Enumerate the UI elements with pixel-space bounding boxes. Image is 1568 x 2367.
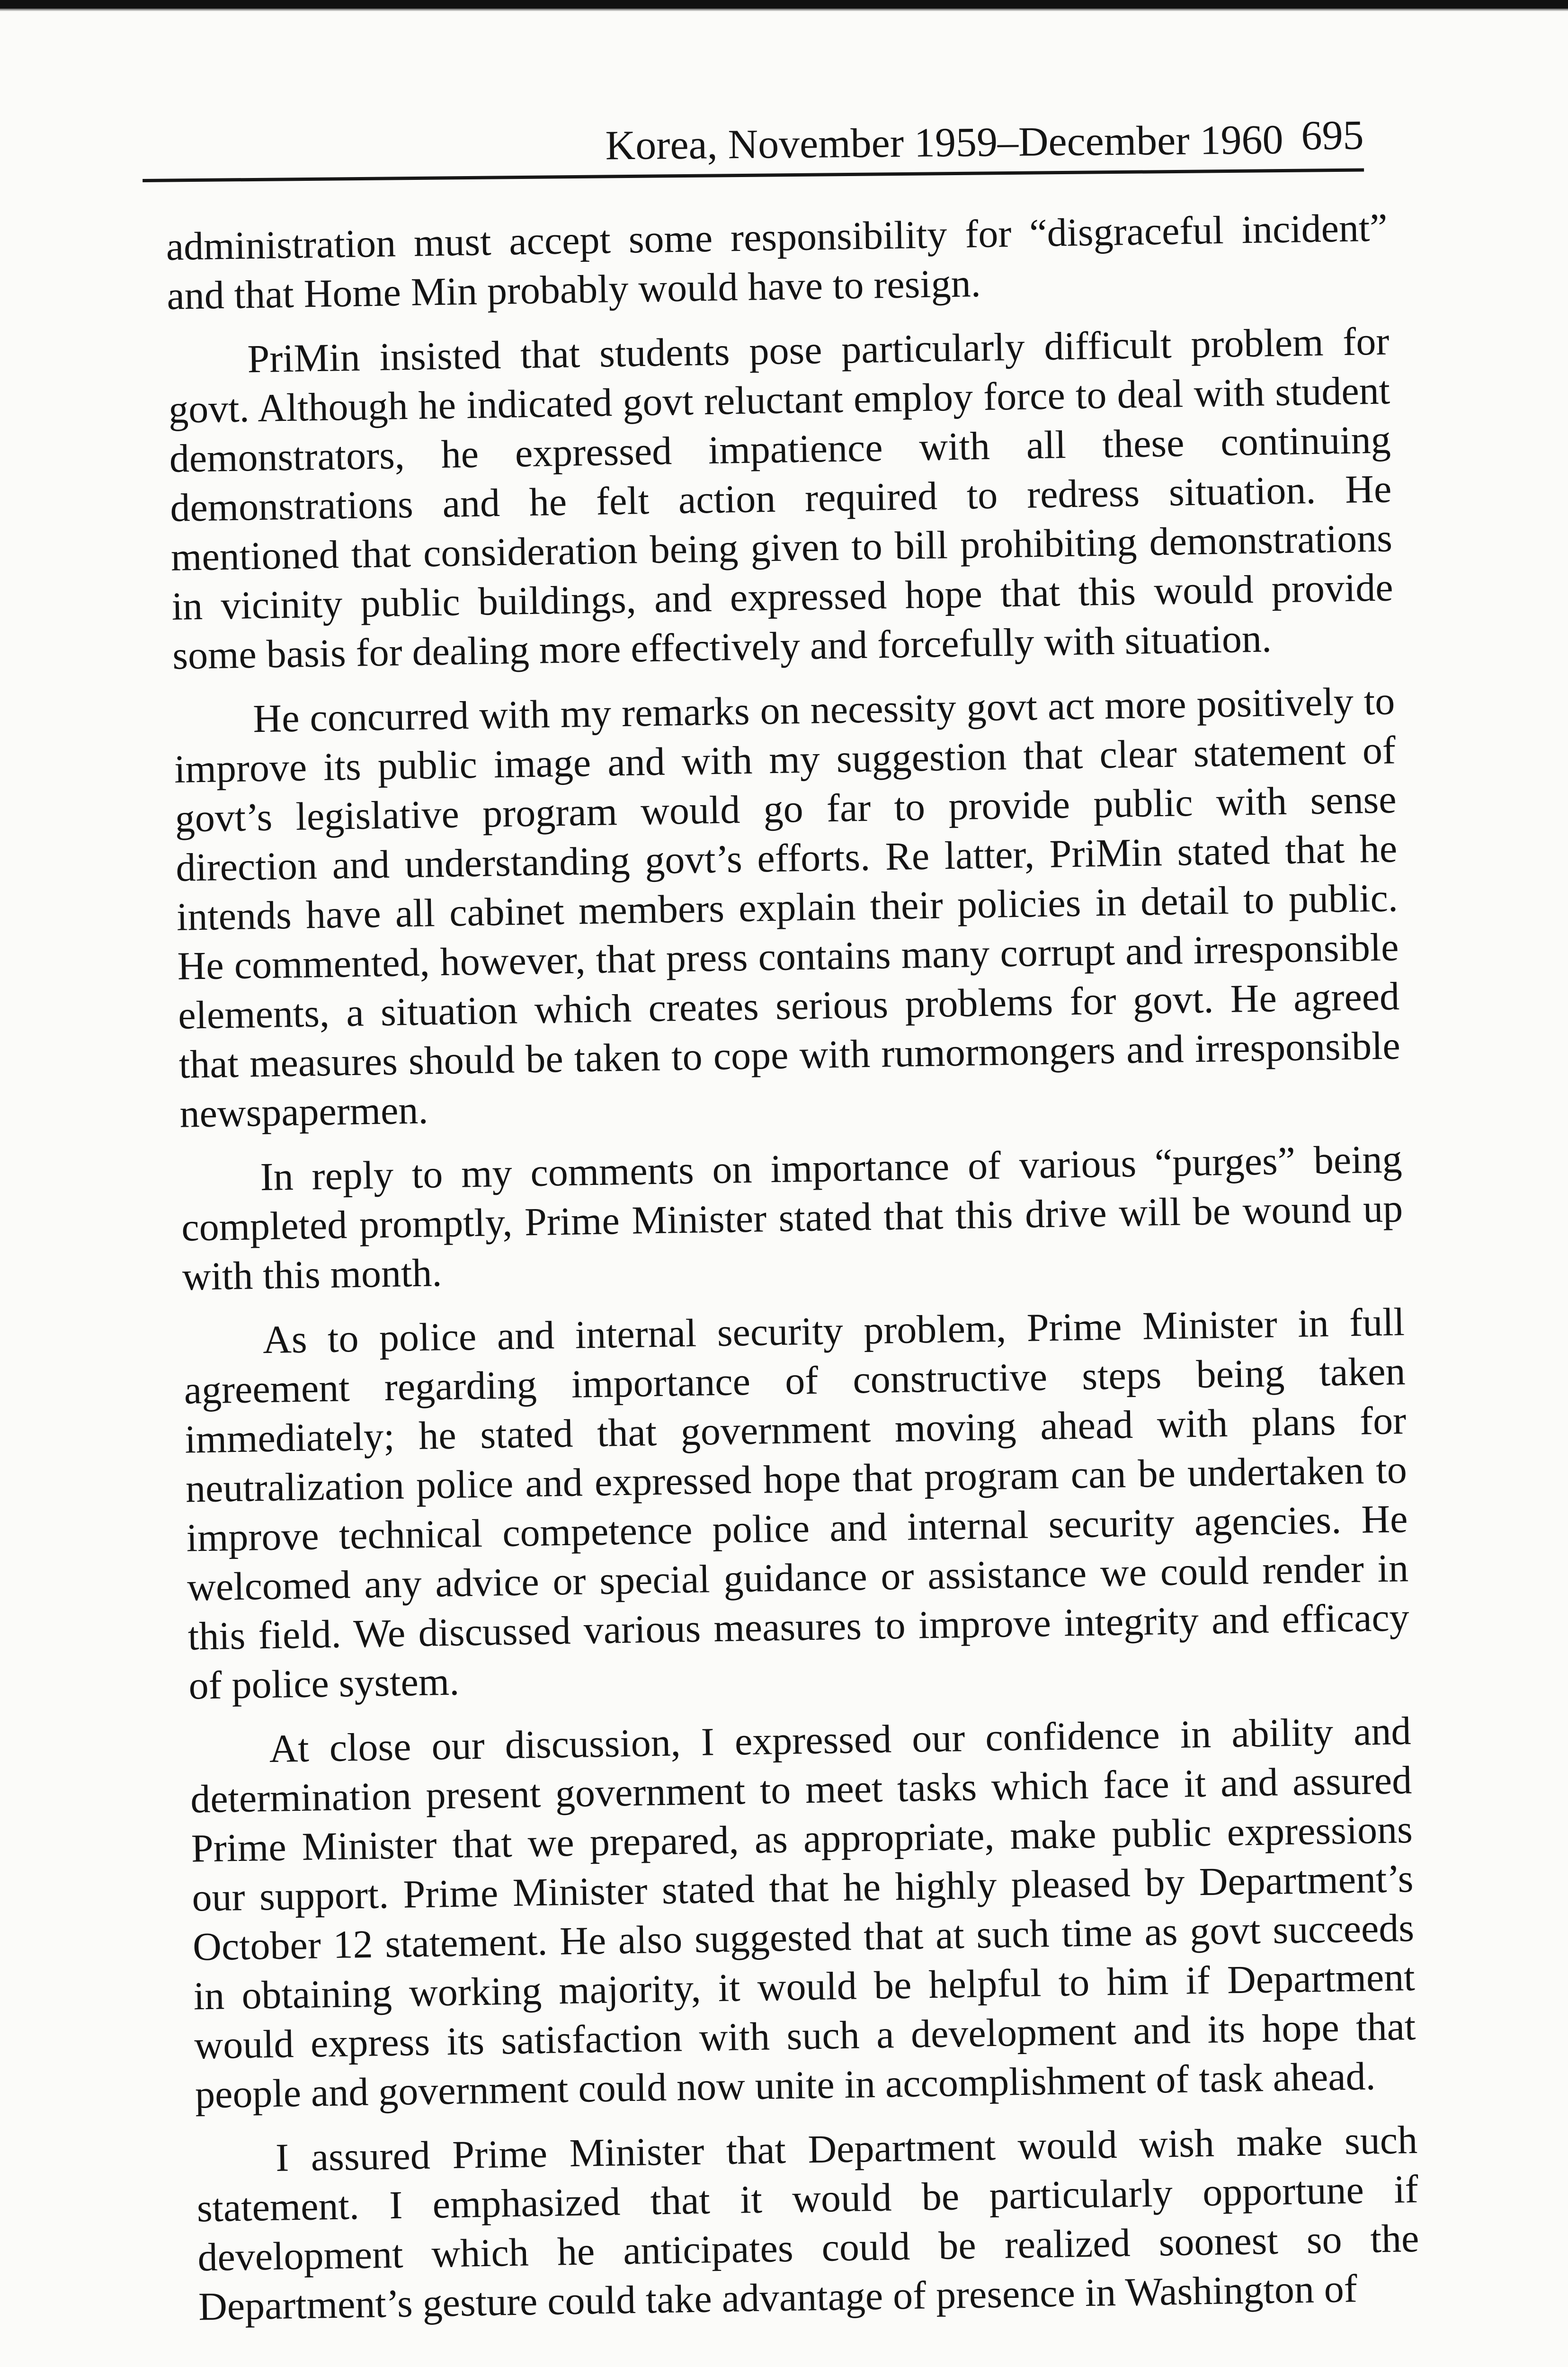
- paragraph-3: He concurred with my remarks on necessity govt act more positively to improve its public image and with my suggestion that clear statement of govt’s legislative program would go far to provide public with sense direction and understanding govt’s efforts. Re latter, PriMin stated that he intends have all cabinet members explain their policies in detail to public. He commented, however, that press contains many corrupt and irresponsible elements, a situation which creates serious problems for govt. He agreed that measures should be taken to cope with rumormongers and irresponsible newspapermen.: [174, 679, 1401, 1136]
- running-title: Korea, November 1959–December 1960: [605, 116, 1283, 169]
- paragraph-4: In reply to my comments on importance of various “purges” being completed promptly, Prime Minister stated that this drive will be wound up with this month.: [181, 1137, 1403, 1299]
- scan-top-edge: [0, 0, 1568, 9]
- paragraph-2: PriMin insisted that students pose particularly difficult problem for govt. Although he indicated govt reluctant employ force to deal with student demonstrators, he expressed impatience with all these continuing demonstrations and he felt action required to redress situation. He mentioned that consideration being given to bill prohibiting demonstrations in vicinity public buildings, and expressed hope that this would provide some basis for dealing more effectively and forcefully with situation.: [168, 319, 1394, 678]
- paragraph-7: I assured Prime Minister that Department would wish make such statement. I emphasized that it would be particularly opportune if development which he anticipates could be realized soonest so the Department’s gesture could take advantage of presence in Washington of: [196, 2118, 1419, 2329]
- body-text: [166, 203, 1420, 2331]
- scan-top-shadow: [0, 9, 1568, 11]
- running-head: [142, 106, 1364, 178]
- paragraph-5: As to police and internal security problem, Prime Minister in full agreement regarding importance of constructive steps being taken immediately; he stated that government moving ahead with plans for neutralization police and expressed hope that program can be undertaken to improve technical competence police and internal security agencies. He welcomed any advice or special guidance or assistance we could render in this field. We discussed various measures to improve integrity and efficacy of police system.: [184, 1300, 1410, 1708]
- paragraph-1: administration must accept some responsibility for “disgraceful incident” and that Home Min probably would have to resign.: [166, 205, 1388, 318]
- page-number: 695: [1301, 112, 1364, 159]
- paragraph-6: At close our discussion, I expressed our confidence in ability and determination present government to meet tasks which face it and assured Prime Minister that we prepared, as appropriate, make public expressions our support. Prime Minister stated that he highly pleased by Department’s October 12 statement. He also suggested that at such time as govt succeeds in obtaining working majority, it would be helpful to him if Department would express its satisfaction with such a development and its hope that people and government could now unite in accomplishment of task ahead.: [190, 1709, 1416, 2117]
